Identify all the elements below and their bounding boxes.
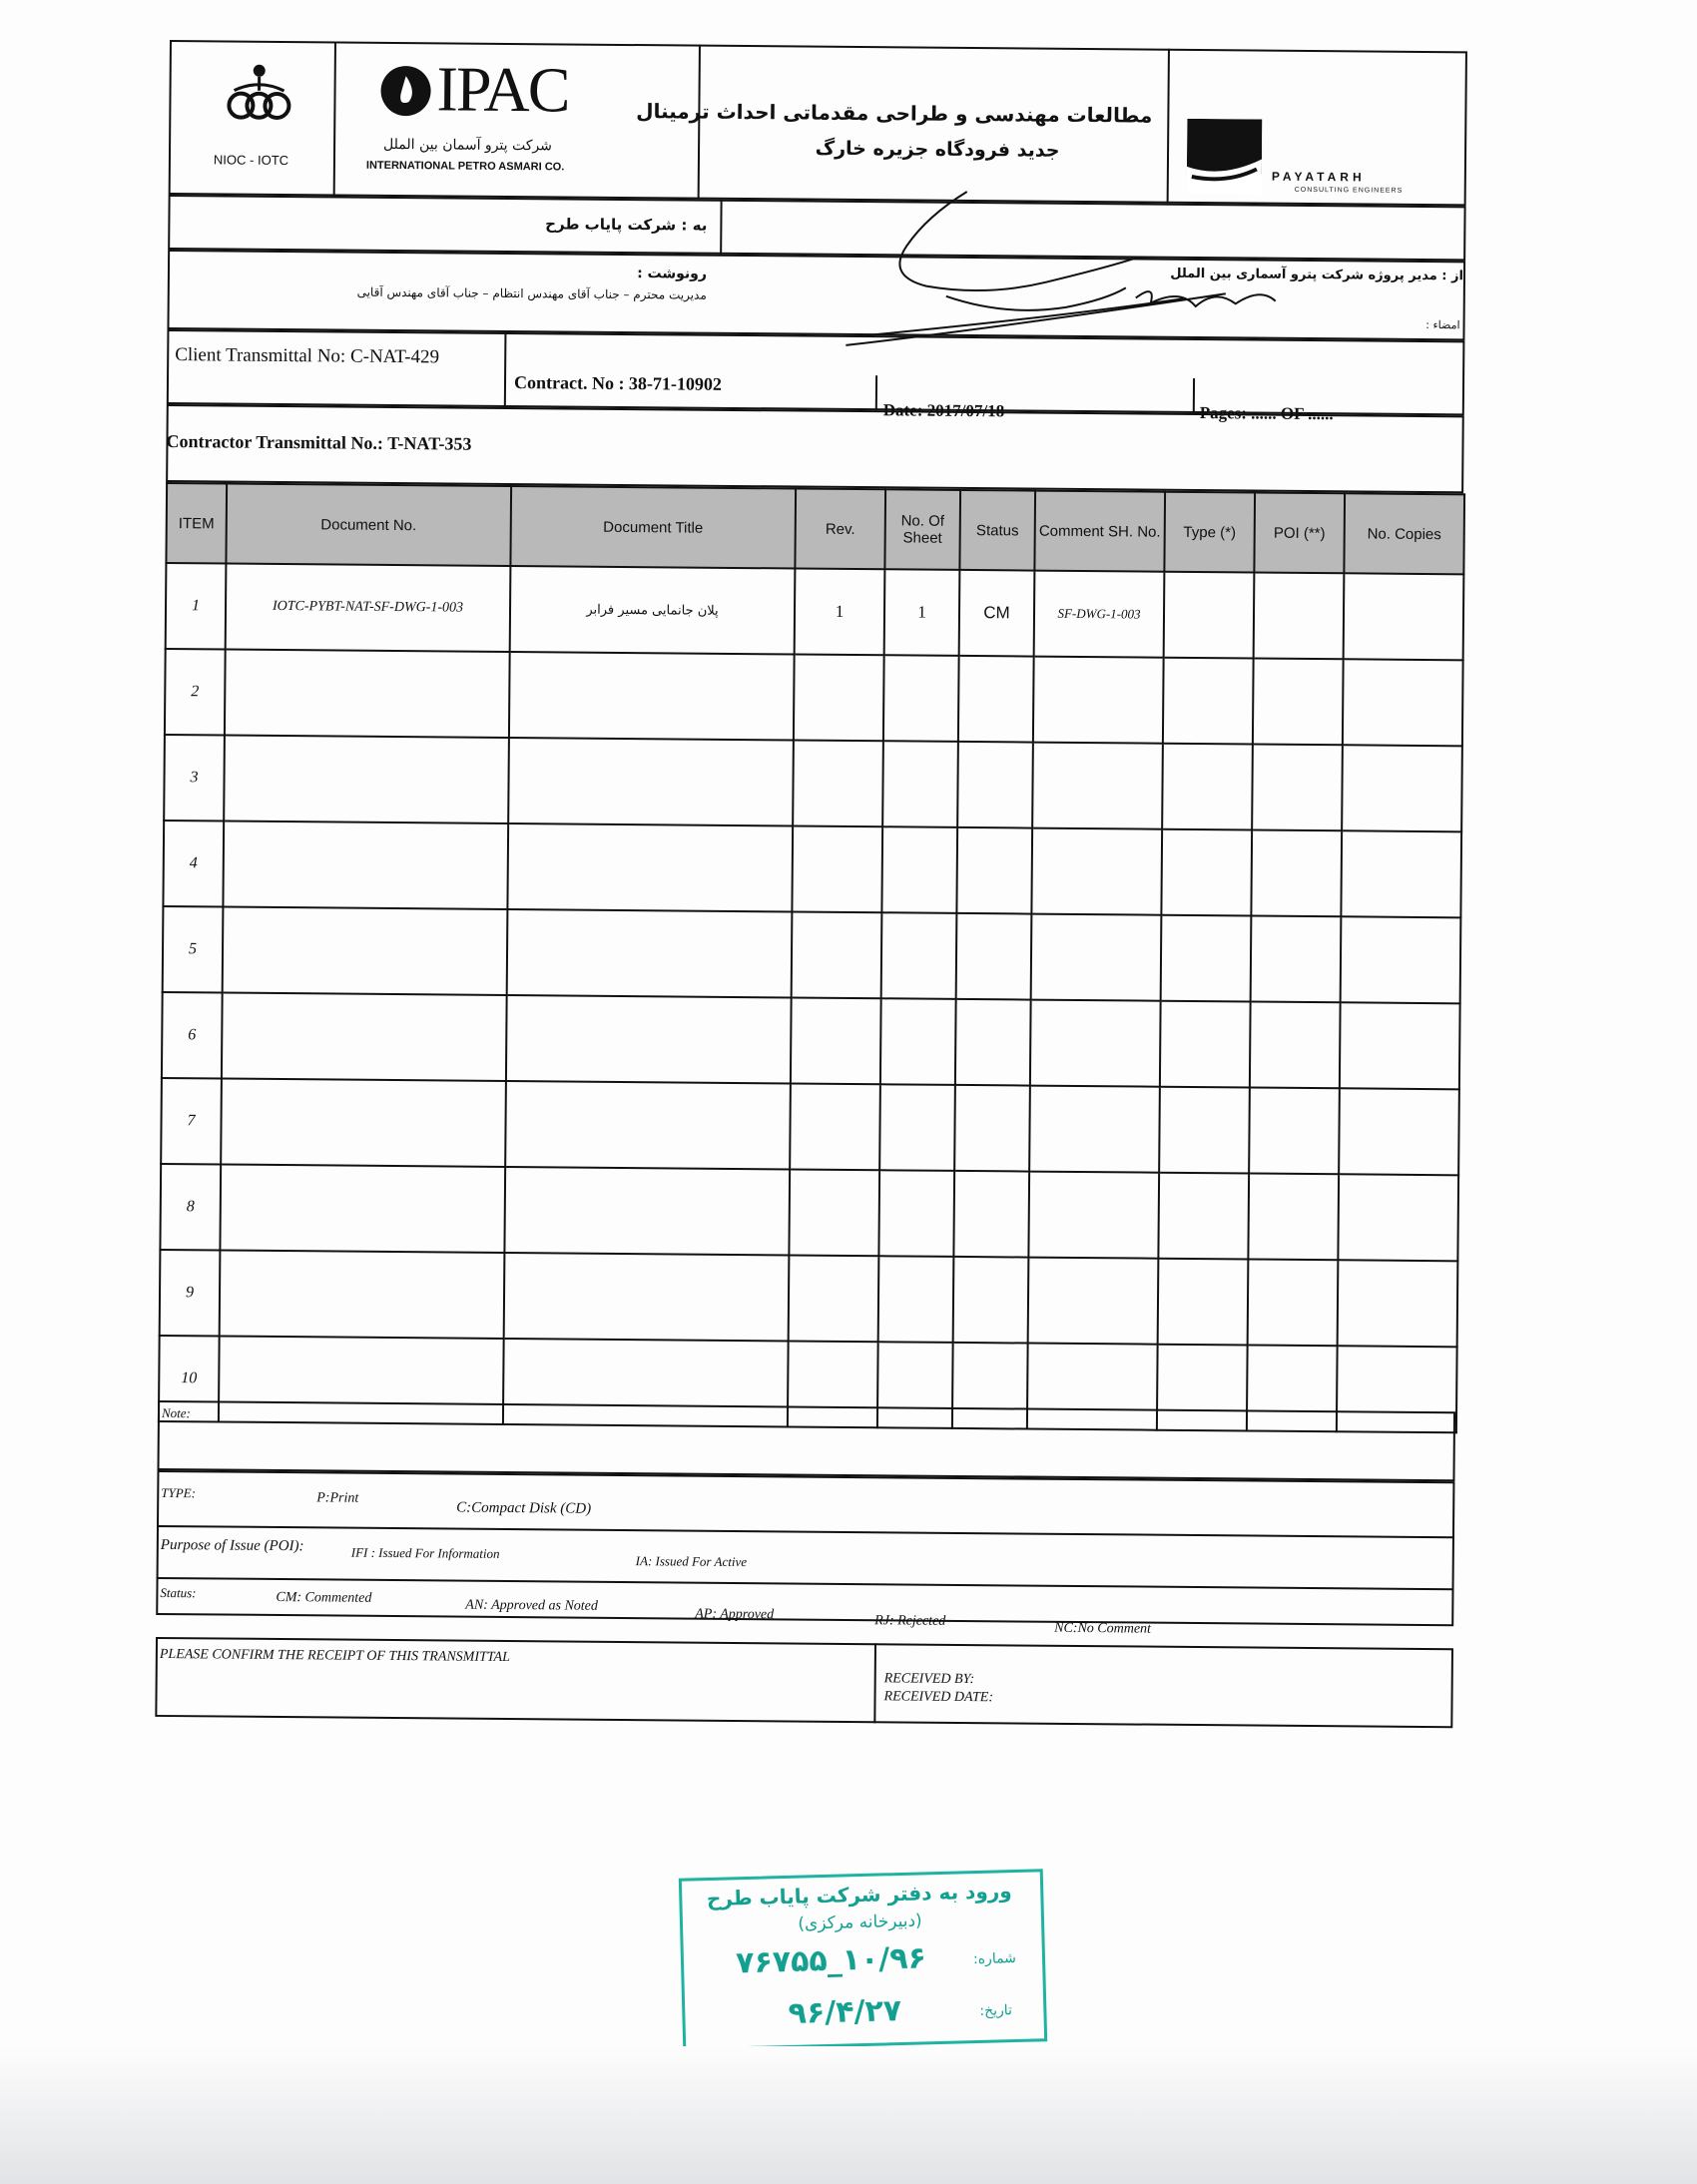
poi-label: Purpose of Issue (POI):	[160, 1536, 304, 1555]
row-item: 8	[160, 1164, 221, 1251]
row-comment: SF-DWG-1-003	[1034, 571, 1165, 658]
row-comment	[1028, 1258, 1159, 1345]
document-table	[158, 482, 1465, 1433]
row-doc-no	[224, 736, 509, 823]
row-title	[504, 1167, 790, 1255]
row-title	[508, 738, 794, 825]
contract-no: Contract. No : 38-71-10902	[513, 372, 723, 394]
payatarh-name: PAYATARH	[1271, 169, 1366, 185]
row-rev	[789, 1169, 879, 1256]
row-sheet: 1	[884, 569, 960, 656]
row-title: پلان جانمایی مسیر فرابر	[510, 566, 796, 654]
row-poi	[1251, 915, 1342, 1002]
status-an: AN: Approved as Noted	[465, 1597, 598, 1614]
status-rj: RJ: Rejected	[874, 1613, 946, 1629]
row-comment	[1028, 1172, 1159, 1259]
row-doc-no	[221, 1078, 506, 1166]
status-ap: AP: Approved	[695, 1606, 775, 1623]
pages-field: Pages: ...... OF ......	[1199, 403, 1334, 424]
type-print: P:Print	[316, 1490, 359, 1506]
row-title	[504, 1253, 790, 1341]
row-copies	[1339, 1088, 1459, 1175]
row-doc-no	[220, 1164, 505, 1252]
table-row	[160, 1250, 1458, 1347]
row-status	[955, 999, 1031, 1086]
cc-text: مدیریت محترم – جناب آقای مهندس انتظام – جناب آقای مهندس آقایی	[356, 284, 707, 302]
stamp-date-label: تاریخ:	[979, 2002, 1013, 2019]
row-comment	[1029, 1086, 1160, 1173]
stamp-date-value: ۹۶/۴/۲۷	[788, 1993, 902, 2031]
row-doc-no: IOTC-PYBT-NAT-SF-DWG-1-003	[226, 564, 511, 652]
incoming-stamp	[679, 1869, 1047, 2050]
ipac-logo-text: IPAC	[436, 53, 569, 126]
row-copies	[1342, 745, 1462, 831]
row-poi	[1248, 1259, 1339, 1346]
row-rev	[792, 825, 882, 912]
row-poi	[1252, 744, 1343, 830]
row-rev	[792, 911, 882, 998]
from-label: از : مدیر پروژه شرکت پترو آسماری بین الملل	[1170, 266, 1464, 284]
signature-label: امضاء :	[1425, 317, 1460, 332]
row-item: 9	[160, 1250, 221, 1337]
row-item: 10	[159, 1336, 220, 1422]
row-status	[956, 827, 1032, 914]
header-poi: POI (**)	[1254, 493, 1345, 574]
ipac-en-name: INTERNATIONAL PETRO ASMARI CO.	[365, 159, 565, 174]
row-item: 3	[164, 735, 225, 821]
row-type	[1159, 1087, 1250, 1174]
row-poi	[1251, 829, 1342, 916]
row-item: 6	[162, 992, 223, 1079]
row-status	[953, 1257, 1029, 1344]
poi-ia: IA: Issued For Active	[635, 1553, 748, 1570]
row-comment	[1030, 1000, 1161, 1087]
status-cm: CM: Commented	[276, 1589, 372, 1606]
nioc-logo-text: NIOC - IOTC	[213, 152, 289, 169]
received-by: RECEIVED BY:	[883, 1671, 975, 1688]
row-title	[507, 909, 793, 997]
type-label: TYPE:	[161, 1484, 197, 1501]
row-item: 1	[166, 563, 227, 650]
row-status	[956, 913, 1032, 1000]
table-row	[165, 649, 1463, 746]
header-no-of-sheet: No. Of Sheet	[884, 489, 960, 570]
table-row	[160, 1164, 1458, 1261]
row-sheet	[883, 655, 959, 742]
row-type	[1161, 829, 1252, 916]
row-copies	[1340, 1002, 1460, 1089]
row-copies	[1338, 1260, 1458, 1347]
row-rev	[790, 1083, 880, 1170]
confirm-text: PLEASE CONFIRM THE RECEIPT OF THIS TRANSMITTAL	[159, 1646, 510, 1666]
row-poi	[1249, 1087, 1340, 1174]
row-doc-no	[220, 1250, 505, 1338]
row-rev	[789, 1255, 879, 1342]
row-sheet	[879, 1084, 955, 1171]
table-header-row	[166, 483, 1464, 574]
table-row	[162, 992, 1460, 1089]
row-rev	[794, 654, 884, 741]
row-sheet	[878, 1256, 954, 1343]
row-sheet	[882, 741, 958, 827]
row-doc-no	[223, 821, 508, 909]
stamp-number-label: شماره:	[972, 1949, 1017, 1968]
row-poi	[1253, 658, 1344, 745]
row-poi	[1248, 1173, 1339, 1260]
date-field: Date: 2017/07/18	[882, 400, 1005, 421]
project-title-line2: جدید فرودگاه جزیره خارگ	[815, 137, 1060, 162]
row-comment	[1032, 743, 1163, 829]
row-status	[957, 742, 1033, 828]
row-type	[1163, 658, 1254, 745]
row-item: 5	[163, 906, 224, 993]
row-item: 7	[161, 1078, 222, 1165]
row-type	[1164, 572, 1255, 659]
row-doc-no	[223, 906, 508, 994]
row-item: 4	[163, 820, 224, 907]
payatarh-sub: CONSULTING ENGINEERS	[1294, 186, 1404, 195]
header-status: Status	[959, 490, 1035, 571]
scan-shadow	[0, 2046, 1697, 2184]
header-document-no: Document No.	[226, 484, 511, 566]
row-copies	[1343, 659, 1463, 746]
row-comment	[1031, 914, 1162, 1001]
row-rev	[793, 740, 883, 826]
header-rev: Rev.	[795, 488, 885, 569]
row-sheet	[881, 826, 957, 913]
row-poi	[1254, 573, 1345, 660]
row-copies	[1344, 573, 1464, 660]
status-nc: NC:No Comment	[1054, 1620, 1152, 1637]
row-status: CM	[959, 570, 1035, 657]
note-box	[157, 1400, 1455, 1481]
contractor-transmittal-no: Contractor Transmittal No.: T-NAT-353	[166, 430, 472, 454]
row-sheet	[881, 912, 957, 999]
row-title	[509, 652, 795, 740]
row-poi	[1250, 1001, 1341, 1088]
row-type	[1158, 1173, 1249, 1260]
nioc-logo-icon	[219, 60, 299, 131]
project-title-line1: مطالعات مهندسی و طراحی مقدماتی احداث ترمینال	[636, 99, 1153, 128]
client-transmittal-no: Client Transmittal No: C-NAT-429	[175, 344, 440, 368]
note-label: Note:	[161, 1404, 191, 1421]
transmittal-form	[155, 40, 1507, 1794]
row-title	[506, 995, 792, 1083]
header-type: Type (*)	[1164, 492, 1255, 573]
row-sheet	[880, 998, 956, 1085]
row-copies	[1338, 1174, 1458, 1261]
transmittal-divider-3	[1193, 378, 1195, 413]
table-row	[164, 735, 1462, 831]
poi-ifi: IFI : Issued For Information	[350, 1544, 500, 1561]
table-row	[161, 1078, 1459, 1175]
row-comment	[1031, 828, 1162, 915]
row-type	[1158, 1259, 1249, 1346]
table-row	[166, 563, 1464, 660]
row-item: 2	[165, 649, 226, 736]
header-item: ITEM	[166, 483, 227, 564]
header-comment-sh-no: Comment SH. No.	[1034, 491, 1165, 572]
header-no-copies: No. Copies	[1344, 493, 1464, 574]
row-copies	[1341, 916, 1461, 1003]
row-status	[958, 656, 1034, 743]
row-comment	[1033, 657, 1164, 744]
row-title	[507, 823, 793, 911]
received-date: RECEIVED DATE:	[883, 1689, 994, 1706]
header-document-title: Document Title	[510, 486, 796, 568]
transmittal-divider-2	[875, 375, 877, 410]
row-sheet	[878, 1170, 954, 1257]
table-row	[163, 820, 1461, 917]
transmittal-band	[167, 329, 1465, 415]
row-type	[1162, 744, 1253, 830]
table-row	[163, 906, 1461, 1003]
stamp-line1: ورود به دفتر شرکت پایاب طرح	[706, 1879, 1012, 1911]
row-type	[1161, 915, 1252, 1002]
row-copies	[1341, 830, 1461, 917]
status-label: Status:	[160, 1584, 197, 1601]
row-doc-no	[225, 650, 510, 738]
stamp-line2: (دبیرخانه مرکزی)	[798, 1911, 922, 1934]
row-title	[505, 1081, 791, 1169]
row-rev: 1	[795, 568, 885, 655]
row-status	[954, 1085, 1030, 1172]
payatarh-logo-icon	[1187, 119, 1263, 195]
row-status	[953, 1171, 1029, 1258]
row-type	[1160, 1001, 1251, 1088]
to-label: به : شرکت پایاب طرح	[545, 215, 708, 235]
ipac-fa-name: شرکت پترو آسمان بین الملل	[383, 136, 552, 155]
type-cd: C:Compact Disk (CD)	[456, 1499, 592, 1517]
stamp-number-value: ۱۰/۹۶_۷۶۷۵۵	[735, 1940, 927, 1981]
row-doc-no	[222, 992, 507, 1080]
cc-label: رونوشت :	[637, 266, 708, 282]
row-rev	[791, 997, 881, 1084]
ipac-drop-icon	[378, 64, 433, 119]
